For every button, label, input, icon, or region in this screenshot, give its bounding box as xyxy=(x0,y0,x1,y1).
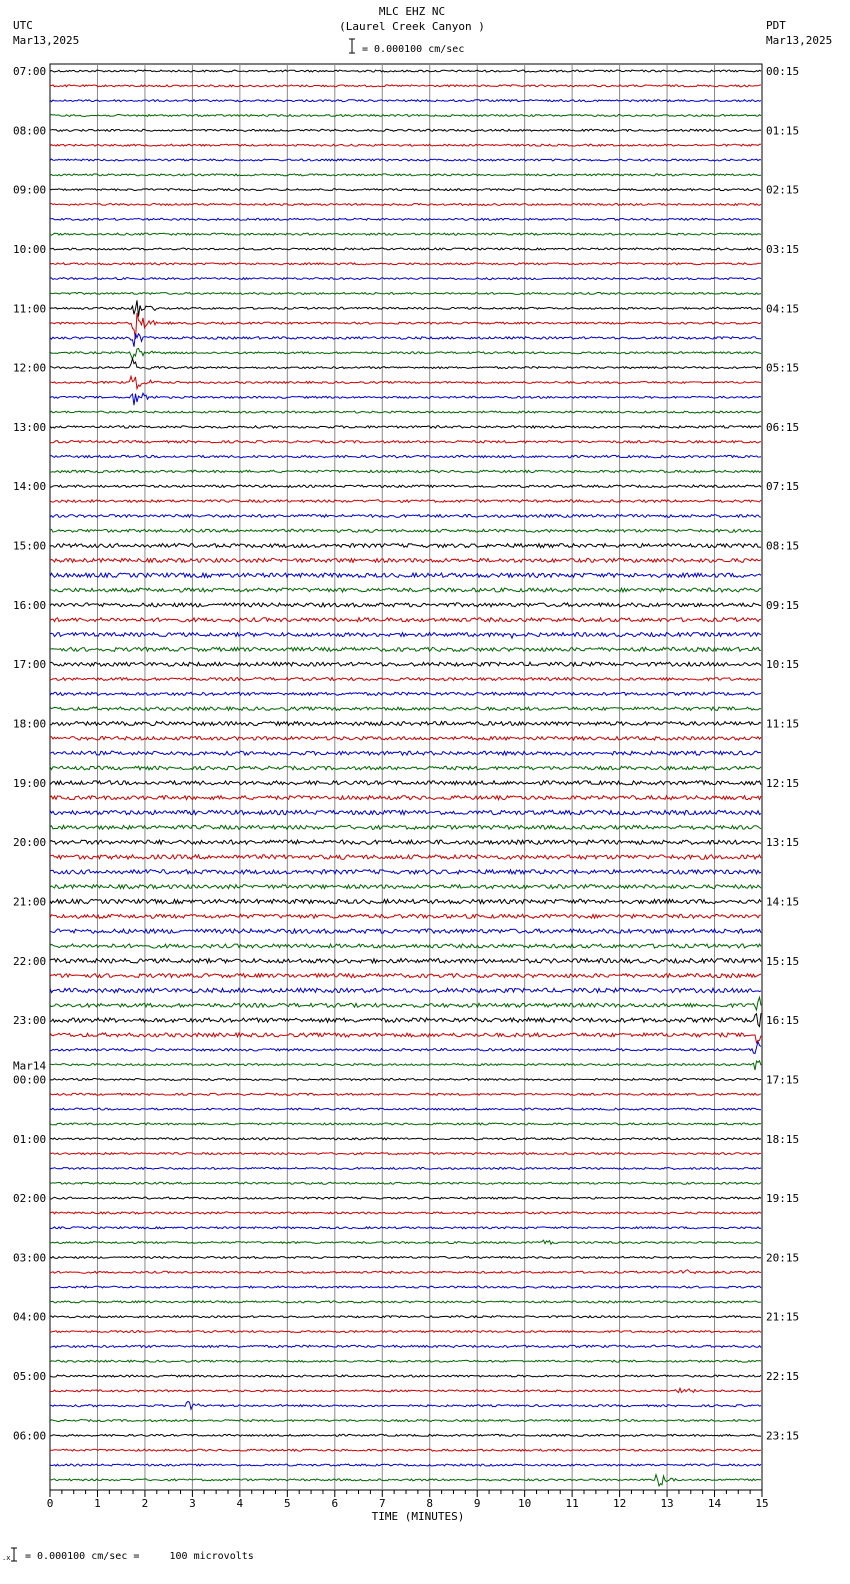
pdt-hour-label: 06:15 xyxy=(766,420,800,434)
utc-hour-label: 16:00 xyxy=(13,598,47,612)
trace-40 xyxy=(50,662,761,666)
utc-hour-label: 03:00 xyxy=(13,1251,47,1265)
scale-bar xyxy=(349,39,355,53)
trace-27 xyxy=(50,470,761,472)
location-title: (Laurel Creek Canyon ) xyxy=(339,20,485,33)
utc-hour-label: 20:00 xyxy=(13,836,47,850)
trace-75 xyxy=(50,1182,761,1184)
trace-32 xyxy=(50,544,761,548)
utc-hour-label: 02:00 xyxy=(13,1192,47,1206)
pdt-label: PDT xyxy=(766,19,786,32)
utc-hour-label: 12:00 xyxy=(13,361,47,375)
pdt-hour-label: 13:15 xyxy=(766,836,800,850)
trace-51 xyxy=(50,825,761,829)
trace-53 xyxy=(50,855,761,859)
pdt-hour-label: 03:15 xyxy=(766,242,800,256)
trace-23 xyxy=(50,411,761,413)
utc-hour-label: 01:00 xyxy=(13,1132,47,1146)
trace-57 xyxy=(50,914,761,918)
pdt-hour-label: 02:15 xyxy=(766,183,800,197)
trace-25 xyxy=(50,441,761,443)
pdt-hour-label: 05:15 xyxy=(766,361,800,375)
trace-4 xyxy=(50,129,761,131)
trace-68 xyxy=(50,1078,761,1080)
trace-33 xyxy=(50,558,761,562)
trace-85 xyxy=(50,1331,761,1333)
trace-48 xyxy=(50,781,761,785)
trace-19 xyxy=(50,349,761,360)
utc-hour-label: 04:00 xyxy=(13,1310,47,1324)
utc-label: UTC xyxy=(13,19,33,32)
utc-hour-label: 00:00 xyxy=(13,1073,47,1087)
trace-44 xyxy=(50,722,761,726)
trace-58 xyxy=(50,929,761,933)
utc-hour-label: 18:00 xyxy=(13,717,47,731)
trace-92 xyxy=(50,1434,761,1436)
x-tick-label: 1 xyxy=(94,1497,101,1510)
pdt-hour-label: 19:15 xyxy=(766,1192,800,1206)
trace-78 xyxy=(50,1227,761,1229)
trace-8 xyxy=(50,189,761,191)
trace-36 xyxy=(50,603,761,607)
trace-5 xyxy=(50,144,761,146)
plot-area xyxy=(13,64,799,1510)
utc-hour-label: 22:00 xyxy=(13,954,47,968)
x-tick-label: 15 xyxy=(755,1497,769,1510)
utc-hour-label: 06:00 xyxy=(13,1429,47,1443)
trace-73 xyxy=(50,1153,761,1155)
pdt-hour-label: 23:15 xyxy=(766,1429,800,1443)
trace-62 xyxy=(50,988,761,992)
trace-47 xyxy=(50,766,761,770)
pdt-hour-label: 17:15 xyxy=(766,1073,800,1087)
x-tick-label: 13 xyxy=(660,1497,674,1510)
x-axis-label: TIME (MINUTES) xyxy=(371,1510,465,1523)
trace-9 xyxy=(50,204,761,206)
trace-59 xyxy=(50,944,761,948)
trace-82 xyxy=(50,1286,761,1288)
pdt-hour-label: 16:15 xyxy=(766,1014,800,1028)
trace-46 xyxy=(50,751,761,755)
x-tick-label: 12 xyxy=(612,1497,627,1510)
trace-87 xyxy=(50,1360,761,1362)
trace-90 xyxy=(50,1401,761,1409)
trace-66 xyxy=(50,1041,761,1053)
trace-16 xyxy=(50,300,761,316)
trace-29 xyxy=(50,500,761,503)
pdt-hour-label: 09:15 xyxy=(766,598,800,612)
trace-72 xyxy=(50,1138,761,1140)
trace-67 xyxy=(50,1061,761,1070)
pdt-hour-label: 00:15 xyxy=(766,65,800,78)
trace-88 xyxy=(50,1375,761,1377)
x-tick-label: 3 xyxy=(189,1497,196,1510)
pdt-hour-label: 07:15 xyxy=(766,480,800,494)
pdt-hour-label: 01:15 xyxy=(766,124,800,138)
utc-hour-label: 05:00 xyxy=(13,1370,47,1384)
utc-hour-label: 10:00 xyxy=(13,242,47,256)
trace-1 xyxy=(50,85,761,87)
pdt-hour-label: 04:15 xyxy=(766,302,800,316)
x-tick-label: 5 xyxy=(284,1497,291,1510)
trace-22 xyxy=(50,393,761,405)
x-tick-label: 11 xyxy=(565,1497,579,1510)
trace-10 xyxy=(50,218,761,220)
trace-13 xyxy=(50,263,761,265)
pdt-hour-label: 14:15 xyxy=(766,895,800,909)
trace-35 xyxy=(50,588,761,592)
utc-hour-label: 13:00 xyxy=(13,420,47,434)
trace-6 xyxy=(50,159,761,161)
trace-89 xyxy=(50,1388,761,1392)
trace-14 xyxy=(50,278,761,280)
trace-60 xyxy=(50,959,761,963)
trace-69 xyxy=(50,1093,761,1095)
trace-50 xyxy=(50,810,761,814)
trace-76 xyxy=(50,1197,761,1199)
utc-hour-label: 14:00 xyxy=(13,480,47,494)
trace-31 xyxy=(50,529,761,532)
trace-24 xyxy=(50,426,761,428)
trace-2 xyxy=(50,100,761,102)
trace-93 xyxy=(50,1449,761,1451)
station-title: MLC EHZ NC xyxy=(378,5,446,18)
trace-64 xyxy=(50,1013,761,1026)
trace-42 xyxy=(50,692,761,695)
pdt-hour-label: 15:15 xyxy=(766,954,800,968)
pdt-hour-label: 08:15 xyxy=(766,539,800,553)
trace-79 xyxy=(50,1240,761,1244)
pdt-hour-label: 11:15 xyxy=(766,717,800,731)
trace-26 xyxy=(50,455,761,457)
utc-hour-label: 11:00 xyxy=(13,302,47,316)
trace-11 xyxy=(50,233,761,235)
trace-41 xyxy=(50,678,761,681)
trace-21 xyxy=(50,376,761,388)
footer-scale-bar xyxy=(2,1548,17,1562)
trace-56 xyxy=(50,899,761,903)
x-tick-label: 9 xyxy=(473,1497,481,1510)
trace-17 xyxy=(50,313,761,339)
trace-28 xyxy=(50,485,761,487)
trace-34 xyxy=(50,573,761,577)
utc-hour-label: 19:00 xyxy=(13,776,47,790)
trace-38 xyxy=(50,633,761,639)
utc-hour-label: 09:00 xyxy=(13,183,47,197)
trace-91 xyxy=(50,1420,761,1422)
trace-15 xyxy=(50,293,761,295)
utc-hour-label: 17:00 xyxy=(13,658,47,672)
trace-37 xyxy=(50,618,761,622)
utc-hour-label: 07:00 xyxy=(13,65,47,78)
pdt-hour-label: 21:15 xyxy=(766,1310,800,1324)
date-change-label: Mar14 xyxy=(13,1059,47,1073)
utc-hour-label: 21:00 xyxy=(13,895,47,909)
pdt-hour-label: 18:15 xyxy=(766,1132,800,1146)
trace-65 xyxy=(50,1033,761,1043)
svg-text:.x: .x xyxy=(2,1554,11,1562)
trace-30 xyxy=(50,514,761,517)
trace-74 xyxy=(50,1167,761,1169)
trace-20 xyxy=(50,359,761,370)
trace-18 xyxy=(50,334,761,347)
trace-12 xyxy=(50,248,761,250)
trace-54 xyxy=(50,870,761,874)
x-tick-label: 4 xyxy=(236,1497,244,1510)
footer-scale-note: = 0.000100 cm/sec = 100 microvolts xyxy=(25,1551,254,1562)
x-tick-label: 10 xyxy=(518,1497,532,1510)
trace-71 xyxy=(50,1123,761,1125)
trace-86 xyxy=(50,1345,761,1347)
x-tick-label: 0 xyxy=(46,1497,54,1510)
pdt-date: Mar13,2025 xyxy=(766,34,833,47)
x-tick-label: 8 xyxy=(426,1497,434,1510)
trace-52 xyxy=(50,840,761,844)
trace-3 xyxy=(50,115,761,117)
trace-49 xyxy=(50,796,761,800)
trace-43 xyxy=(50,707,761,710)
pdt-hour-label: 12:15 xyxy=(766,776,800,790)
x-tick-label: 7 xyxy=(378,1497,386,1510)
utc-date: Mar13,2025 xyxy=(13,34,80,47)
trace-94 xyxy=(50,1464,761,1466)
x-tick-label: 14 xyxy=(707,1497,722,1510)
trace-83 xyxy=(50,1301,761,1303)
x-tick-label: 2 xyxy=(141,1497,149,1510)
utc-hour-label: 23:00 xyxy=(13,1014,47,1028)
pdt-hour-label: 22:15 xyxy=(766,1370,800,1384)
x-tick-label: 6 xyxy=(331,1497,339,1510)
trace-95 xyxy=(50,1475,761,1486)
trace-70 xyxy=(50,1108,761,1110)
scale-label: = 0.000100 cm/sec xyxy=(362,44,465,55)
trace-61 xyxy=(50,974,761,978)
trace-80 xyxy=(50,1256,761,1258)
trace-0 xyxy=(50,70,761,72)
trace-63 xyxy=(50,997,761,1010)
utc-hour-label: 15:00 xyxy=(13,539,47,553)
trace-84 xyxy=(50,1316,761,1318)
trace-81 xyxy=(50,1270,761,1274)
utc-hour-label: 08:00 xyxy=(13,124,47,138)
trace-7 xyxy=(50,174,761,176)
pdt-hour-label: 20:15 xyxy=(766,1251,800,1265)
trace-39 xyxy=(50,647,761,651)
pdt-hour-label: 10:15 xyxy=(766,658,800,672)
trace-45 xyxy=(50,737,761,741)
trace-55 xyxy=(50,885,761,889)
trace-77 xyxy=(50,1212,761,1214)
